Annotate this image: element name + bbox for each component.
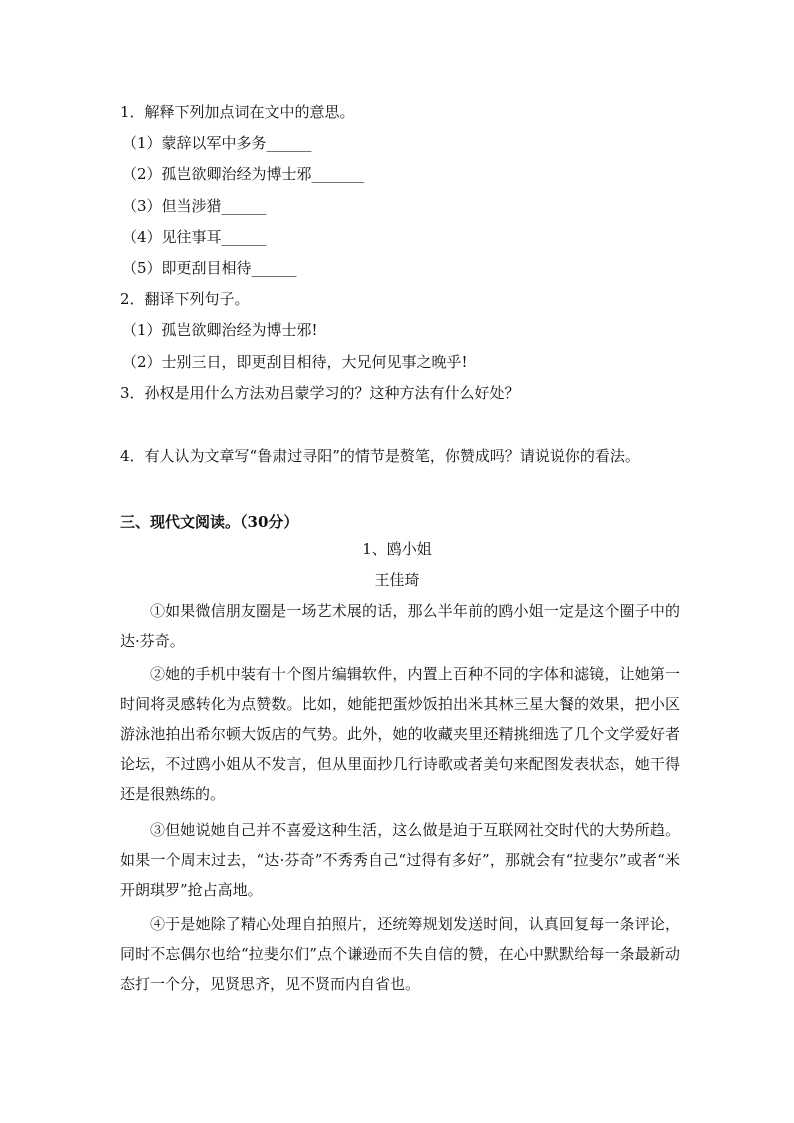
question-1-item-2: （2）孤岂欲卿治经为博士邪_______	[122, 165, 365, 183]
question-1-item-4: （4）见往事耳______	[122, 228, 267, 246]
question-2-title: 2．翻译下列句子。	[120, 290, 250, 308]
question-1-item-1: （1）蒙辞以军中多务______	[122, 134, 312, 152]
question-4-title: 4．有人认为文章写“鲁肃过寻阳”的情节是赘笔，你赞成吗？请说说你的看法。	[120, 447, 640, 465]
article-paragraph-3: ③但她说她自己并不喜爱这种生活，这么做是迫于互联网社交时代的大势所趋。如果一个周末过去，“达·芬奇”不秀秀自己“过得有多好”，那就会有“拉斐尔”或者“米开朗琪罗”抢占高地。	[120, 821, 680, 899]
section-3-heading: 三、现代文阅读。（30分）	[120, 513, 299, 531]
question-2-item-2: （2）士别三日，即更刮目相待，大兄何见事之晚乎!	[122, 353, 468, 371]
question-1-title: 1．解释下列加点词在文中的意思。	[120, 103, 355, 121]
question-3-title: 3．孙权是用什么方法劝吕蒙学习的？这种方法有什么好处？	[120, 384, 520, 402]
article-paragraph-4: ④于是她除了精心处理自拍照片，还统筹规划发送时间，认真回复每一条评论，同时不忘偶尔也给“拉斐尔们”点个谦逊而不失自信的赞，在心中默默给每一条最新动态打一个分，见贤思齐，见不贤而内自省也。	[120, 915, 680, 993]
question-1-item-3: （3）但当涉猎______	[122, 197, 267, 215]
article-title: 1、鸥小姐	[362, 540, 432, 558]
article-author: 王佳琦	[374, 571, 420, 589]
article-paragraph-1: ①如果微信朋友圈是一场艺术展的话，那么半年前的鸥小姐一定是这个圈子中的达·芬奇。	[120, 602, 680, 650]
article-paragraph-2: ②她的手机中装有十个图片编辑软件，内置上百种不同的字体和滤镜，让她第一时间将灵感转化为点赞数。比如，她能把蛋炒饭拍出米其林三星大餐的效果，把小区游泳池拍出希尔顿大饭店的气势。此外，她的收藏夹里还精挑细选了几个文学爱好者论坛，不过鸥小姐从不发言，但从里面抄几行诗歌或者美句来配图发表状态，她干得还是很熟练的。	[120, 665, 680, 803]
question-1-item-5: （5）即更刮目相待______	[122, 259, 297, 277]
question-2-item-1: （1）孤岂欲卿治经为博士邪!	[122, 321, 318, 339]
